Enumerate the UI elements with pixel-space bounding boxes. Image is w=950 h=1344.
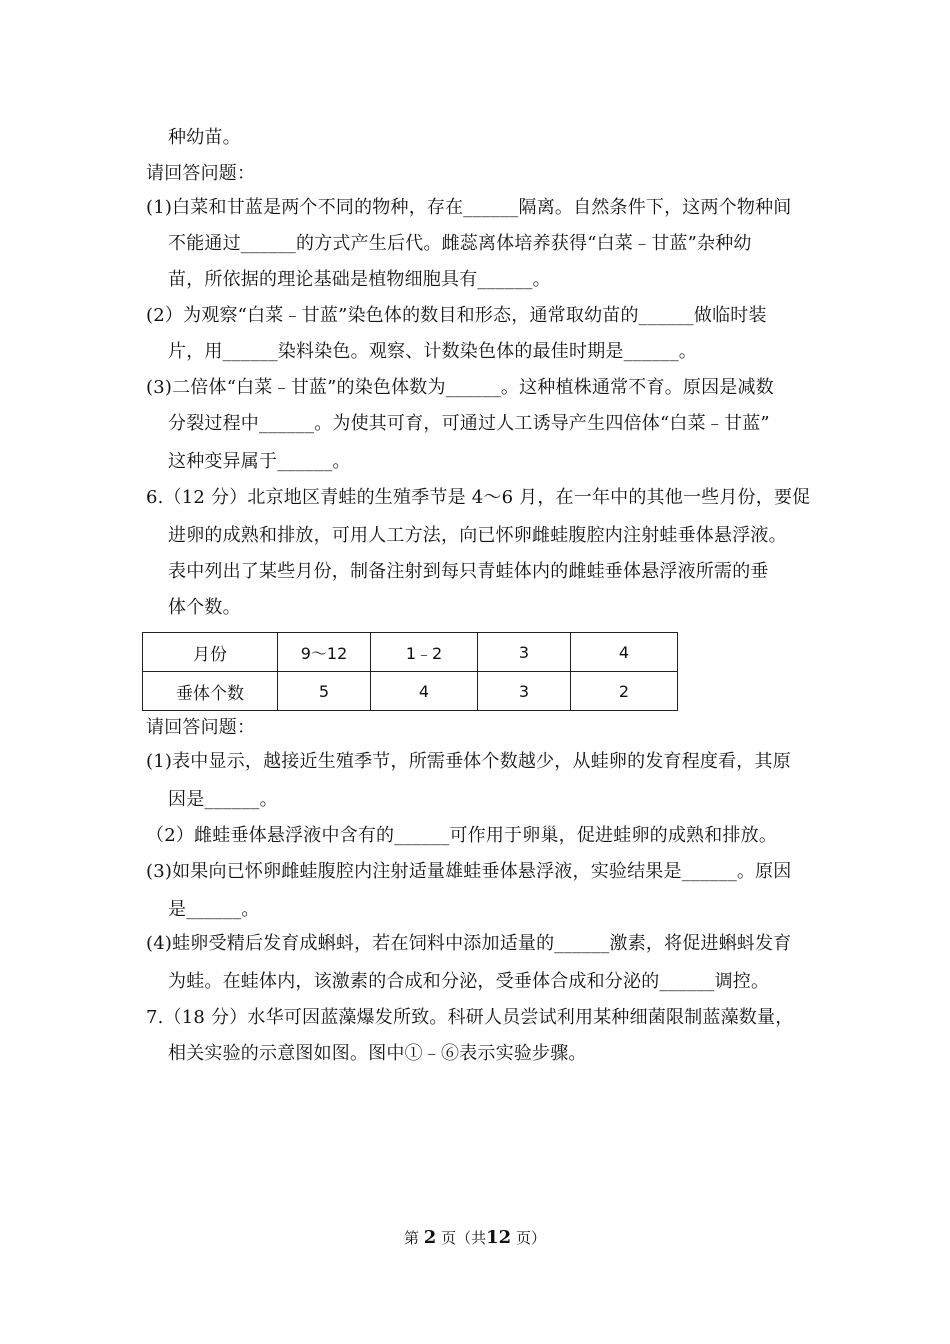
question-7-heading: 7.（18 分）水华可因蓝藻爆发所致。科研人员尝试利用某种细菌限制蓝藻数量， — [146, 1007, 794, 1028]
table-cell: 9～12 — [278, 633, 371, 672]
text-line: 不能通过______的方式产生后代。雌蕊离体培养获得“白菜﹣甘蓝”杂种幼 — [168, 233, 752, 254]
table-row-header: 月份 — [143, 633, 278, 672]
table-cell: 4 — [371, 672, 478, 711]
table-cell: 2 — [571, 672, 678, 711]
text-line: (1)表中显示，越接近生殖季节，所需垂体个数越少，从蛙卵的发育程度看，其原 — [146, 751, 791, 772]
table-cell: 5 — [278, 672, 371, 711]
text-line: 是______。 — [168, 899, 260, 920]
footer-prefix: 第 — [404, 1229, 420, 1247]
text-line: （2）雌蛙垂体悬浮液中含有的______可作用于卵巢，促进蛙卵的成熟和排放。 — [146, 825, 778, 846]
text-line: 为蛙。在蛙体内，该激素的合成和分泌，受垂体合成和分泌的______调控。 — [168, 971, 770, 992]
text-line: (1)白菜和甘蓝是两个不同的物种，存在______隔离。自然条件下，这两个物种间 — [146, 197, 792, 218]
text-line: 表中列出了某些月份，制备注射到每只青蛙体内的雌蛙垂体悬浮液所需的垂 — [168, 561, 769, 582]
table-cell: 3 — [478, 633, 571, 672]
text-line: 苗，所依据的理论基础是植物细胞具有______。 — [168, 269, 551, 290]
text-line: 请回答问题： — [146, 163, 256, 184]
text-line: 种幼苗。 — [168, 127, 241, 148]
table-cell: 3 — [478, 672, 571, 711]
table-row — [143, 672, 678, 711]
text-line: (4)蛙卵受精后发育成蝌蚪，若在饲料中添加适量的______激素，将促进蝌蚪发育 — [146, 933, 792, 954]
footer-total-pages: 12 — [486, 1227, 512, 1248]
text-line: 请回答问题： — [146, 717, 256, 738]
table-cell: 4 — [571, 633, 678, 672]
text-line: 体个数。 — [168, 597, 241, 618]
text-line: (2）为观察“白菜﹣甘蓝”染色体的数目和形态，通常取幼苗的______做临时装 — [146, 305, 767, 326]
footer-page-number: 2 — [423, 1227, 437, 1248]
table-row — [143, 633, 678, 672]
text-line: 这种变异属于______。 — [168, 451, 351, 472]
table-row-header: 垂体个数 — [143, 672, 278, 711]
text-line: 片，用______染料染色。观察、计数染色体的最佳时期是______。 — [168, 341, 697, 362]
text-line: (3)二倍体“白菜﹣甘蓝”的染色体数为______。这种植株通常不育。原因是减数 — [146, 377, 774, 398]
text-line: 分裂过程中______。为使其可育，可通过人工诱导产生四倍体“白菜﹣甘蓝” — [168, 413, 770, 434]
text-line: 相关实验的示意图如图。图中①﹣⑥表示实验步骤。 — [168, 1043, 587, 1064]
page-footer — [0, 1227, 950, 1249]
text-line: 因是______。 — [168, 789, 278, 810]
footer-middle: 页（共 — [441, 1229, 487, 1247]
table-cell: 1﹣2 — [371, 633, 478, 672]
pituitary-table — [142, 632, 678, 711]
text-line: (3)如果向已怀卵雌蛙腹腔内注射适量雄蛙垂体悬浮液，实验结果是______。原因 — [146, 861, 792, 882]
question-6-heading: 6.（12 分）北京地区青蛙的生殖季节是 4～6 月，在一年中的其他一些月份，要促 — [146, 487, 811, 508]
footer-suffix: 页） — [515, 1229, 546, 1247]
text-line: 进卵的成熟和排放，可用人工方法，向已怀卵雌蛙腹腔内注射蛙垂体悬浮液。 — [168, 525, 787, 546]
